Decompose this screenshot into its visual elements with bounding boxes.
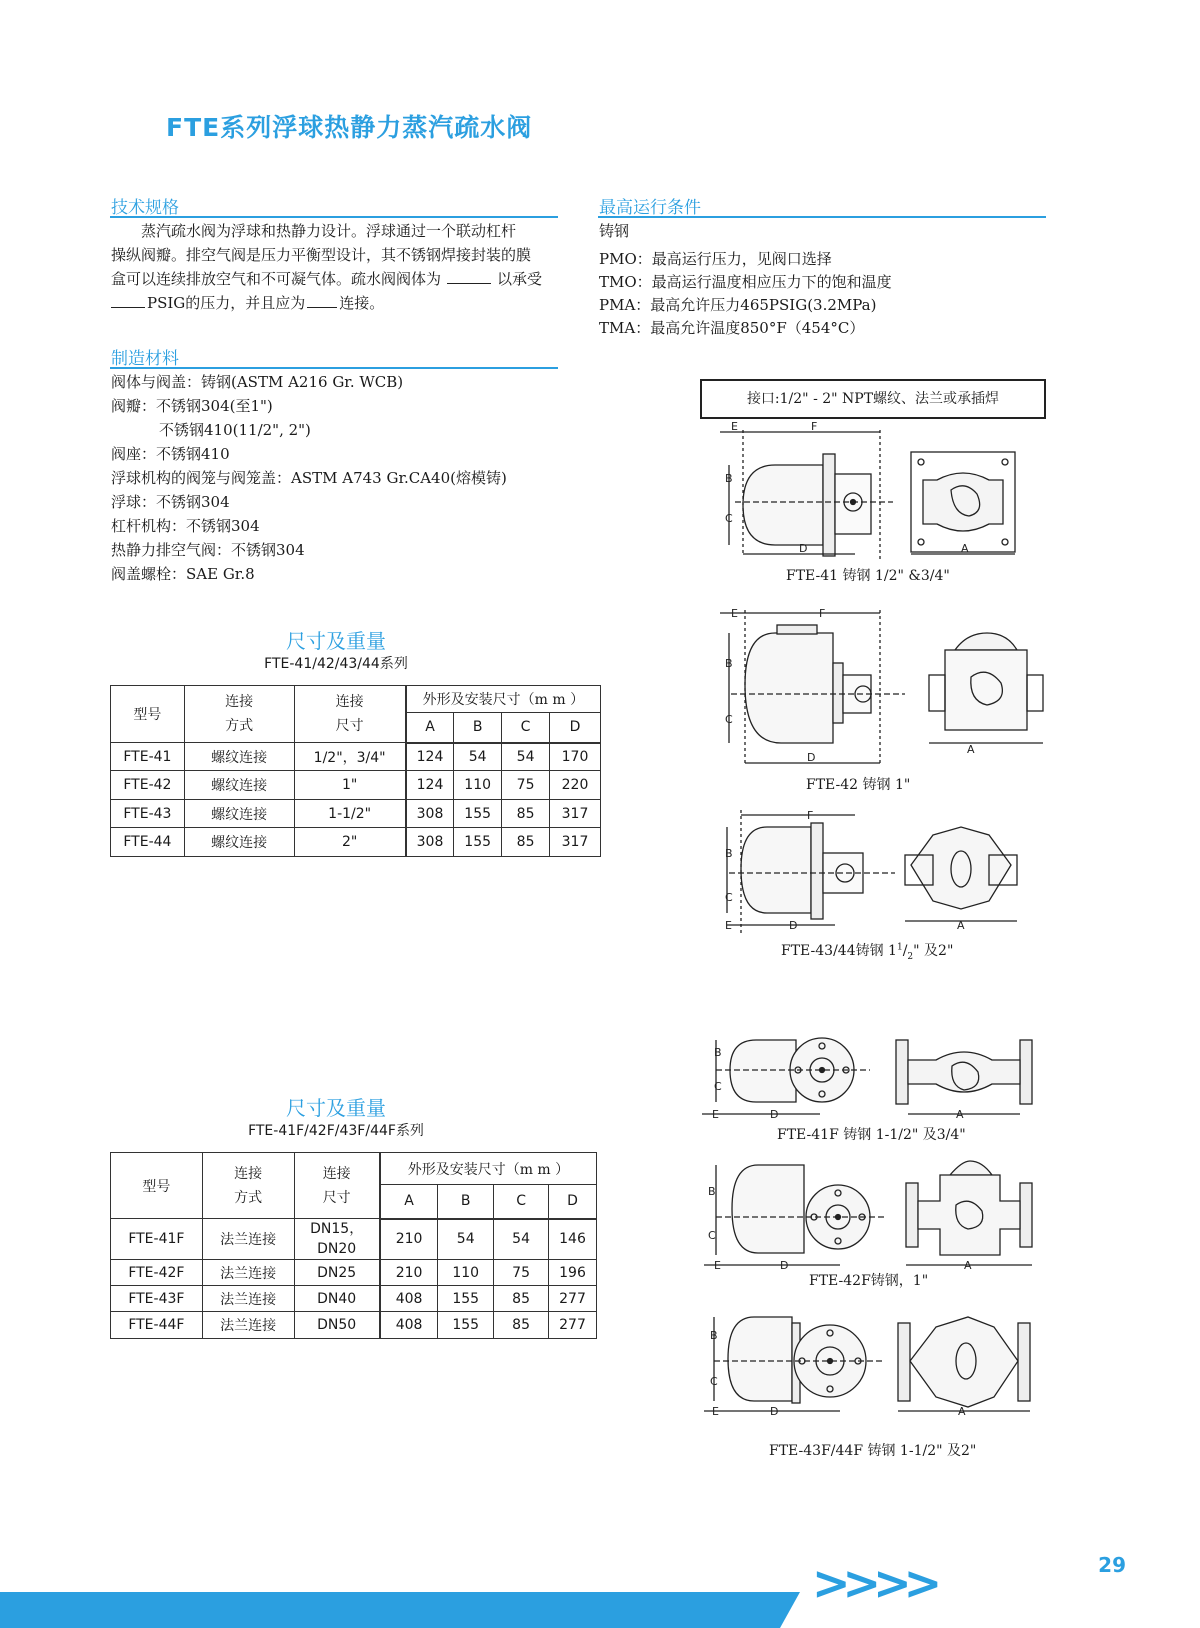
cell-size	[294, 1219, 380, 1260]
caption-text: FTE-43/44铸钢 1	[781, 943, 897, 959]
cell-a: 408	[380, 1286, 438, 1312]
table-row	[111, 1286, 597, 1312]
materials-rule	[110, 367, 558, 369]
table1-header-size	[294, 686, 406, 743]
blank-field	[447, 268, 491, 284]
cell-d: 277	[549, 1286, 597, 1312]
label-b: B	[725, 847, 733, 860]
table1-col-c: C	[502, 713, 550, 743]
fte41-body	[743, 465, 823, 545]
caption-sup: 1	[896, 942, 903, 953]
cell-d: 220	[550, 771, 601, 800]
material-item: 浮球机构的阀笼与阀笼盖：ASTM A743 Gr.CA40(熔模铸)	[111, 469, 507, 487]
label-c: C	[714, 1080, 722, 1093]
header-text: 连接	[322, 1165, 351, 1182]
fte42f-left-flange	[906, 1183, 918, 1247]
table-row	[111, 1260, 597, 1286]
fte42f-end-body	[918, 1175, 1020, 1255]
fte41f-drawing	[700, 1030, 1040, 1135]
materials-heading: 制造材料	[111, 349, 179, 369]
max-conditions-rule	[598, 216, 1046, 218]
tech-spec-rule	[110, 216, 558, 218]
cell-b: 155	[438, 1312, 494, 1339]
label-d: D	[770, 1405, 779, 1418]
caption-sub: 2	[907, 951, 914, 962]
label-c: C	[725, 512, 733, 525]
tech-spec-line-3	[111, 267, 561, 291]
fte41-end-body	[923, 473, 1003, 531]
table2-header-model: 型号	[111, 1153, 203, 1219]
cell-a: 124	[406, 743, 454, 771]
cell-b: 54	[454, 743, 502, 771]
table-row	[111, 1219, 597, 1260]
fte42f-caption: FTE-42F铸钢，1"	[809, 1273, 929, 1289]
cell-a: 408	[380, 1312, 438, 1339]
cell-a: 308	[406, 828, 454, 857]
label-a: A	[956, 1108, 964, 1121]
table1-col-d: D	[550, 713, 601, 743]
fte42f-end-dome	[950, 1161, 992, 1175]
cell-a: 124	[406, 771, 454, 800]
fte41f-body	[730, 1040, 796, 1102]
table1-header-dims: 外形及安装尺寸（m m ）	[406, 686, 601, 713]
header-text: 尺寸	[335, 718, 364, 734]
label-b: B	[708, 1185, 716, 1198]
header-text: 连接	[225, 694, 254, 710]
fte42-end-body	[945, 650, 1027, 730]
label-d: D	[780, 1259, 789, 1272]
tech-spec-paragraph	[111, 219, 561, 315]
tech-spec-heading: 技术规格	[111, 198, 179, 218]
label-a: A	[964, 1259, 972, 1272]
material-item: 不锈钢410(11/2", 2")	[159, 421, 311, 439]
cell-b: 155	[454, 828, 502, 857]
materials-list	[111, 370, 507, 586]
fte42f-drawing	[700, 1155, 1040, 1280]
cell-conn: 法兰连接	[202, 1219, 294, 1260]
table-row	[111, 828, 601, 857]
header-text: 方式	[234, 1189, 263, 1206]
table1	[110, 685, 601, 857]
fte4344-caption: FTE-43/44铸钢 $1^1/_2$" 及2"	[781, 942, 954, 962]
material-item: 浮球：不锈钢304	[111, 493, 230, 511]
material-item: 阀体与阀盖：铸钢(ASTM A216 Gr. WCB)	[111, 373, 404, 391]
max-conditions-heading: 最高运行条件	[599, 198, 701, 218]
label-c: C	[710, 1375, 718, 1388]
condition-item: PMA：最高允许压力465PSIG(3.2MPa)	[599, 296, 877, 314]
fte4344-end-body	[911, 827, 1011, 909]
cell-b: 110	[438, 1260, 494, 1286]
table1-subtitle: FTE-41/42/43/44系列	[264, 656, 408, 672]
table2-col-a: A	[380, 1185, 438, 1219]
fte41-drawing	[715, 420, 1045, 580]
fte42-body	[745, 633, 833, 743]
table2-col-b: B	[438, 1185, 494, 1219]
label-e: E	[731, 420, 738, 433]
cell-size: DN25	[294, 1260, 380, 1286]
cell-d: 317	[550, 800, 601, 828]
fte4344-flange	[811, 823, 823, 919]
cell-conn: 螺纹连接	[184, 828, 294, 857]
cell-d: 170	[550, 743, 601, 771]
cell-b: 54	[438, 1219, 494, 1260]
material-item: 阀座：不锈钢410	[111, 445, 230, 463]
page-title: FTE系列浮球热静力蒸汽疏水阀	[166, 113, 533, 142]
table-row	[111, 743, 601, 771]
fte41f-caption: FTE-41F 铸钢 1-1/2" 及3/4"	[777, 1127, 966, 1143]
table2-subtitle: FTE-41F/42F/43F/44F系列	[248, 1123, 424, 1139]
cell-d: 277	[549, 1312, 597, 1339]
cell-a: 210	[380, 1219, 438, 1260]
cell-conn: 螺纹连接	[184, 743, 294, 771]
condition-item: TMO：最高运行温度相应压力下的饱和温度	[599, 273, 892, 291]
cell-c: 54	[494, 1219, 549, 1260]
material-item: 杠杆机构：不锈钢304	[111, 517, 260, 535]
table1-header-conn	[184, 686, 294, 743]
table1-heading: 尺寸及重量	[286, 629, 386, 653]
cell-conn: 法兰连接	[202, 1312, 294, 1339]
cell-c: 75	[502, 771, 550, 800]
cell-conn: 螺纹连接	[184, 771, 294, 800]
cell-model: FTE-44F	[111, 1312, 203, 1339]
fte42-caption: FTE-42 铸钢 1"	[806, 777, 911, 793]
cell-model: FTE-43F	[111, 1286, 203, 1312]
label-f: F	[811, 420, 818, 433]
cell-d: 196	[549, 1260, 597, 1286]
cell-size: 1/2"，3/4"	[294, 743, 406, 771]
size-text: DN15，	[310, 1221, 364, 1237]
table2-header-conn	[202, 1153, 294, 1219]
label-c: C	[725, 891, 733, 904]
fte42-flange	[833, 663, 843, 723]
max-conditions-material: 铸钢	[599, 222, 630, 240]
header-text: 连接	[335, 694, 364, 710]
fte41-flange	[823, 454, 835, 556]
label-f: F	[807, 809, 814, 822]
table-row	[111, 1312, 597, 1339]
fte41-caption: FTE-41 铸钢 1/2" &3/4"	[786, 568, 950, 584]
label-d: D	[799, 542, 808, 555]
footer-arrows-icon: >>>>	[812, 1556, 935, 1610]
cell-b: 155	[438, 1286, 494, 1312]
bolt-icon	[918, 459, 924, 465]
cell-d: 146	[549, 1219, 597, 1260]
footer-band	[0, 1578, 1200, 1628]
label-d: D	[789, 919, 798, 932]
blank-field	[111, 292, 145, 308]
fte42-end-dome	[955, 633, 1017, 650]
cell-size: 1"	[294, 771, 406, 800]
tech-spec-line-2: 操纵阀瓣。排空气阀是压力平衡型设计，其不锈钢焊接封装的膜	[111, 246, 532, 264]
blank-field	[307, 292, 337, 308]
cell-size: 2"	[294, 828, 406, 857]
connection-box: 接口:1/2" - 2" NPT螺纹、法兰或承插焊	[700, 379, 1046, 419]
fte41f-right-flange	[1020, 1040, 1032, 1104]
fte4344f-body	[728, 1317, 792, 1401]
label-e: E	[712, 1405, 719, 1418]
material-item: 热静力排空气阀：不锈钢304	[111, 541, 305, 559]
fte42-end-outlet	[1027, 675, 1043, 711]
label-b: B	[725, 472, 733, 485]
label-c: C	[708, 1229, 716, 1242]
cell-model: FTE-41	[111, 743, 185, 771]
tech-spec-line-4b: 连接。	[339, 294, 385, 312]
tech-spec-line-4a: PSIG的压力，并且应为	[147, 294, 306, 312]
label-e: E	[725, 919, 732, 932]
header-text: 尺寸	[322, 1189, 351, 1206]
label-d: D	[770, 1108, 779, 1121]
label-a: A	[961, 542, 969, 555]
cell-c: 85	[502, 828, 550, 857]
fte42f-body	[732, 1165, 804, 1253]
cell-c: 85	[494, 1286, 549, 1312]
label-e: E	[714, 1259, 721, 1272]
cell-model: FTE-44	[111, 828, 185, 857]
cell-conn: 法兰连接	[202, 1260, 294, 1286]
label-e: E	[712, 1108, 719, 1121]
cell-c: 85	[502, 800, 550, 828]
max-conditions-list	[599, 248, 892, 340]
cell-model: FTE-42F	[111, 1260, 203, 1286]
table1-header-model: 型号	[111, 686, 185, 743]
fte4344f-caption: FTE-43F/44F 铸钢 1-1/2" 及2"	[769, 1443, 977, 1459]
cell-conn: 法兰连接	[202, 1286, 294, 1312]
fte42f-right-flange	[1020, 1183, 1032, 1247]
fte42-end-inlet	[929, 675, 945, 711]
bolt-icon	[918, 539, 924, 545]
cell-a: 210	[380, 1260, 438, 1286]
fte42-drawing	[715, 605, 1045, 770]
cell-d: 317	[550, 828, 601, 857]
cell-model: FTE-43	[111, 800, 185, 828]
label-b: B	[725, 657, 733, 670]
cell-b: 110	[454, 771, 502, 800]
material-item: 阀盖螺栓：SAE Gr.8	[111, 565, 255, 583]
table1-col-a: A	[406, 713, 454, 743]
cell-c: 54	[502, 743, 550, 771]
page-number: 29	[1098, 1553, 1126, 1577]
fte41f-end-body	[908, 1052, 1020, 1092]
fte4344f-drawing	[700, 1305, 1040, 1435]
condition-item: PMO：最高运行压力，见阀口选择	[599, 250, 832, 268]
table-row	[111, 800, 601, 828]
cell-conn: 螺纹连接	[184, 800, 294, 828]
cell-b: 155	[454, 800, 502, 828]
bolt-icon	[1002, 539, 1008, 545]
label-a: A	[957, 919, 965, 932]
material-item: 阀瓣：不锈钢304(至1")	[111, 397, 273, 415]
fte4344f-left-flange	[898, 1323, 910, 1401]
cell-c: 75	[494, 1260, 549, 1286]
fte4344-drawing	[715, 805, 1045, 935]
table2-col-d: D	[549, 1185, 597, 1219]
label-a: A	[967, 743, 975, 756]
footer-bar	[0, 1592, 800, 1628]
tech-spec-line-3-end: 以承受	[497, 270, 543, 288]
cell-size: DN40	[294, 1286, 380, 1312]
cell-a: 308	[406, 800, 454, 828]
fte4344f-end-body	[910, 1317, 1018, 1407]
table1-col-b: B	[454, 713, 502, 743]
table2	[110, 1152, 597, 1339]
fte42-top-cap	[777, 625, 817, 634]
tech-spec-line-1: 蒸汽疏水阀为浮球和热静力设计。浮球通过一个联动杠杆	[141, 222, 517, 240]
label-b: B	[714, 1046, 722, 1059]
table2-header-size	[294, 1153, 380, 1219]
caption-text: " 及2"	[913, 943, 954, 959]
header-text: 方式	[225, 718, 254, 734]
size-text: DN20	[317, 1241, 357, 1257]
cell-c: 85	[494, 1312, 549, 1339]
header-text: 连接	[234, 1165, 263, 1182]
cell-model: FTE-42	[111, 771, 185, 800]
condition-item: TMA：最高允许温度850°F（454°C）	[599, 319, 865, 337]
cell-model: FTE-41F	[111, 1219, 203, 1260]
fte4344f-right-flange	[1018, 1323, 1030, 1401]
label-a: A	[958, 1405, 966, 1418]
cell-size: 1-1/2"	[294, 800, 406, 828]
table2-heading: 尺寸及重量	[286, 1096, 386, 1120]
label-c: C	[725, 713, 733, 726]
label-d: D	[807, 751, 816, 764]
label-e: E	[731, 607, 738, 620]
label-b: B	[710, 1329, 718, 1342]
cell-size: DN50	[294, 1312, 380, 1339]
label-f: F	[819, 607, 826, 620]
table2-header-dims: 外形及安装尺寸（m m ）	[380, 1153, 597, 1185]
table-row	[111, 771, 601, 800]
fte4344-body	[741, 827, 811, 913]
bolt-icon	[1002, 459, 1008, 465]
tech-spec-line-3-text: 盒可以连续排放空气和不可凝气体。疏水阀阀体为	[111, 270, 442, 288]
fte41f-left-flange	[896, 1040, 908, 1104]
table2-col-c: C	[494, 1185, 549, 1219]
tech-spec-line-4	[111, 291, 561, 315]
